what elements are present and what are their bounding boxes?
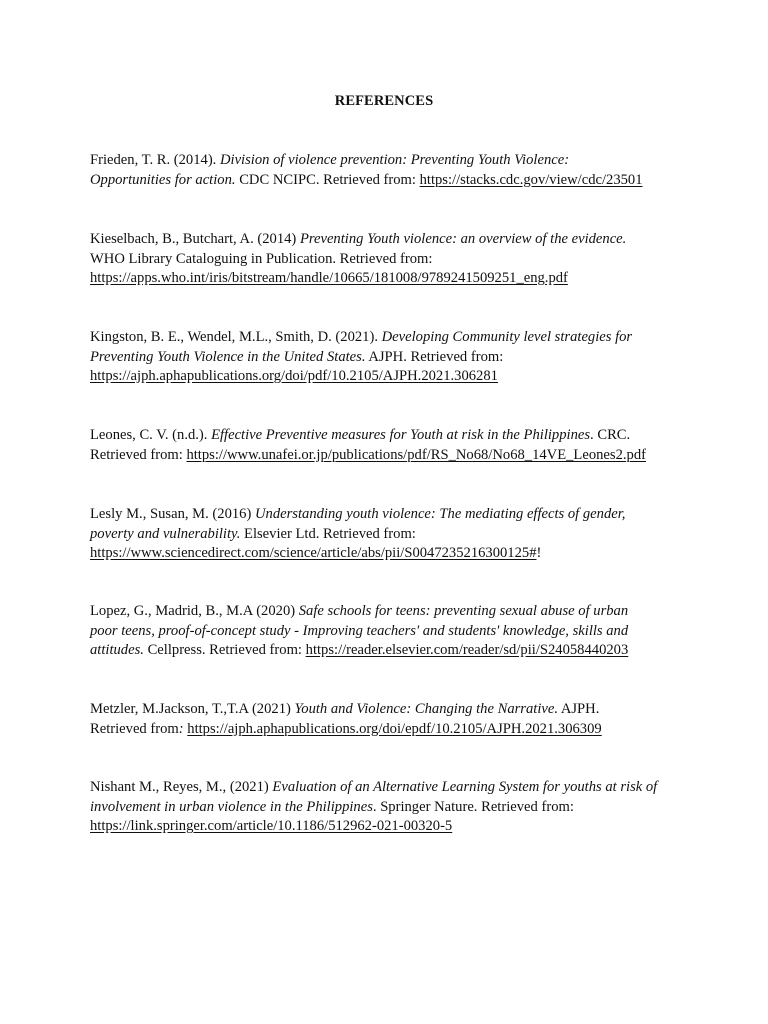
- reference-entry: [90, 505, 690, 564]
- reference-line: [90, 269, 690, 289]
- reference-line: [90, 525, 690, 545]
- reference-text: Metzler, M.Jackson, T.,T.A (2021): [90, 701, 295, 717]
- reference-text: WHO Library Cataloguing in Publication. Retrieved from:: [90, 250, 433, 267]
- reference-text: Cellpress. Retrieved from:: [143, 642, 306, 658]
- reference-title-text: poverty and vulnerability.: [90, 525, 241, 542]
- reference-line: [90, 230, 690, 250]
- reference-line: [90, 171, 690, 191]
- reference-line: [90, 602, 690, 622]
- reference-line: [90, 250, 690, 270]
- reference-title-text: :: [178, 720, 184, 737]
- reference-line: [90, 151, 690, 171]
- reference-line: [90, 544, 690, 564]
- reference-line: [90, 720, 690, 740]
- reference-link[interactable]: https://www.sciencedirect.com/science/article/abs/pii/S0047235216300125#: [90, 545, 537, 561]
- reference-link[interactable]: https://reader.elsevier.com/reader/sd/pii/S24058440203: [305, 642, 629, 658]
- reference-text: Lesly M., Susan, M. (2016): [90, 506, 255, 522]
- reference-text: Lopez, G., Madrid, B., M.A (2020): [90, 603, 299, 619]
- reference-title-text: Preventing Youth Violence in the United States.: [90, 348, 366, 365]
- reference-title-text: Effective Preventive measures for Youth at risk in the Philippines: [211, 427, 591, 443]
- reference-text: . CRC.: [590, 427, 631, 443]
- reference-title-text: Opportunities for action.: [90, 171, 236, 188]
- reference-entry: [90, 230, 690, 289]
- reference-title-text: Understanding youth violence: The mediating effects of gender,: [255, 506, 626, 522]
- reference-line: [90, 328, 690, 348]
- reference-link[interactable]: https://ajph.aphapublications.org/doi/pdf/10.2105/AJPH.2021.306281: [90, 368, 498, 384]
- reference-text: . Springer Nature. Retrieved from:: [372, 798, 574, 815]
- reference-line: [90, 446, 690, 466]
- reference-line: [90, 426, 690, 446]
- reference-text: Retrieved from: [90, 720, 179, 737]
- reference-text: Retrieved from:: [90, 446, 187, 463]
- reference-title-text: involvement in urban violence in the Philippines: [90, 798, 373, 815]
- reference-text: AJPH.: [557, 701, 600, 717]
- reference-title-text: Preventing Youth violence: an overview of the evidence.: [299, 231, 627, 247]
- reference-text: AJPH. Retrieved from:: [365, 348, 504, 365]
- reference-line: [90, 505, 690, 525]
- reference-text: Leones, C. V. (n.d.).: [90, 427, 212, 443]
- reference-entry: [90, 151, 690, 190]
- reference-entry: [90, 700, 690, 739]
- reference-link[interactable]: https://www.unafei.or.jp/publications/pdf/RS_No68/No68_14VE_Leones2.pdf: [186, 446, 646, 463]
- reference-link[interactable]: https://link.springer.com/article/10.1186/512962-021-00320-5: [90, 818, 453, 834]
- reference-line: [90, 641, 690, 661]
- reference-text: Kieselbach, B., Butchart, A. (2014): [90, 231, 300, 247]
- reference-line: [90, 817, 690, 837]
- reference-line: [90, 622, 690, 642]
- reference-text: CDC NCIPC. Retrieved from:: [235, 171, 420, 188]
- reference-line: [90, 778, 690, 798]
- reference-title-text: Safe schools for teens: preventing sexual abuse of urban: [298, 603, 629, 619]
- reference-entry: [90, 328, 690, 387]
- reference-title-text: Evaluation of an Alternative Learning System for youths at risk of: [272, 779, 658, 795]
- reference-text: !: [536, 545, 542, 561]
- reference-title-text: Youth and Violence: Changing the Narrative.: [294, 701, 558, 717]
- reference-text: Nishant M., Reyes, M., (2021): [90, 779, 273, 795]
- reference-title-text: poor teens, proof-of-concept study - Improving teachers' and students' knowledge, skills and: [90, 622, 629, 639]
- reference-entry: [90, 602, 690, 661]
- reference-entry: [90, 778, 690, 837]
- reference-title-text: Division of violence prevention: Preventing Youth Violence:: [219, 152, 570, 168]
- reference-text: Kingston, B. E., Wendel, M.L., Smith, D. (2021).: [90, 329, 382, 345]
- reference-line: [90, 700, 690, 720]
- reference-title-text: Developing Community level strategies for: [381, 329, 633, 345]
- reference-text: Frieden, T. R. (2014).: [90, 152, 220, 168]
- reference-line: [90, 348, 690, 368]
- reference-link[interactable]: https://ajph.aphapublications.org/doi/epdf/10.2105/AJPH.2021.306309: [187, 720, 602, 737]
- reference-entry: [90, 426, 690, 465]
- reference-link[interactable]: https://stacks.cdc.gov/view/cdc/23501: [419, 171, 643, 188]
- reference-line: [90, 798, 690, 818]
- reference-title-text: attitudes.: [90, 642, 144, 658]
- reference-text: Elsevier Ltd. Retrieved from:: [240, 525, 416, 542]
- reference-line: [90, 367, 690, 387]
- reference-link[interactable]: https://apps.who.int/iris/bitstream/handle/10665/181008/9789241509251_eng.pdf: [90, 270, 568, 286]
- page-title: REFERENCES: [334, 93, 434, 109]
